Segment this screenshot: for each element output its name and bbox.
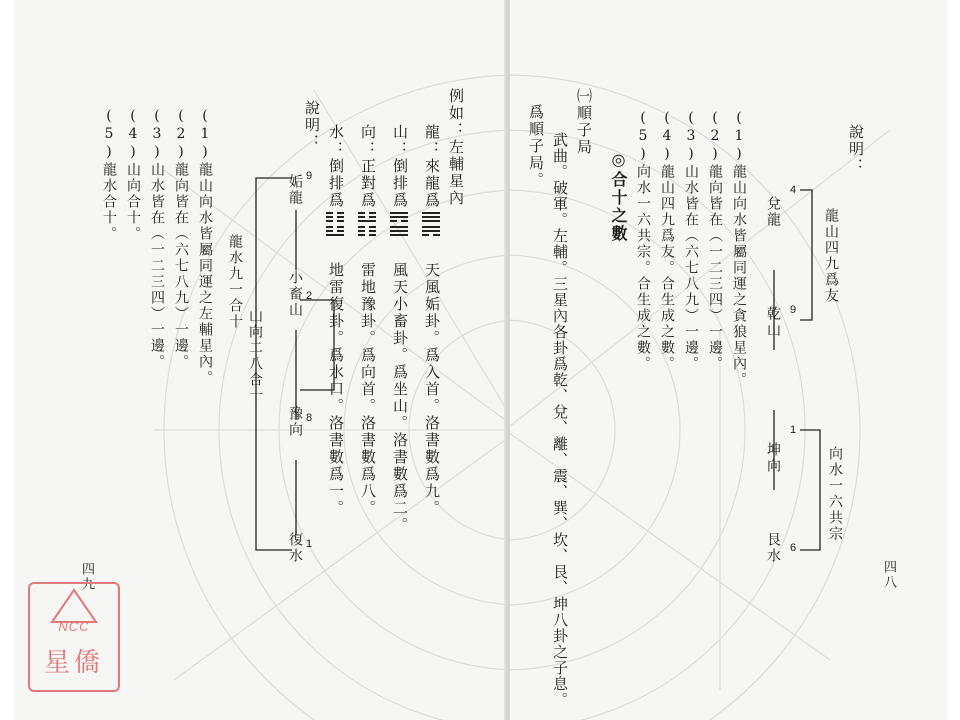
note-5-right: (5)向水一六共宗。合生成之數。 bbox=[635, 110, 651, 372]
diagram-num-9-right: 9 bbox=[790, 304, 797, 316]
line-mountain-desc: 風天小畜卦。爲坐山。洛書數爲二。 bbox=[391, 262, 409, 534]
line-water-label: 水：倒排爲 bbox=[327, 124, 345, 209]
note-2-left: (2)龍向皆在（六七八九）一邊。 bbox=[173, 108, 189, 370]
node-gou-dragon: 姤龍 bbox=[287, 174, 303, 206]
line-mountain-label: 山：倒排爲 bbox=[391, 124, 409, 209]
group-dragon-mountain: 龍山四九爲友 bbox=[823, 208, 839, 304]
sum-mountain-facing: 山向二八合十 bbox=[247, 308, 263, 404]
node-dui-dragon: 兌龍 bbox=[765, 196, 781, 228]
explain-label-left: 說明： bbox=[303, 100, 321, 151]
body-paragraph-2: 爲順子局。 bbox=[527, 104, 545, 189]
note-1-left: (1)龍山向水皆屬同運之左輔星內。 bbox=[197, 108, 213, 386]
line-dragon-desc: 天風姤卦。爲入首。洛書數爲九。 bbox=[423, 262, 441, 517]
line-facing-label: 向：正對爲 bbox=[359, 124, 377, 209]
line-water-desc: 地雷復卦。爲水口。洛書數爲一。 bbox=[327, 262, 345, 517]
diagram-num-9: 9 bbox=[306, 170, 313, 182]
note-1-right: (1)龍山向水皆屬同運之貪狼星內。 bbox=[731, 110, 747, 388]
node-fu-water: 復水 bbox=[287, 532, 303, 564]
hexagram-xiaoxu bbox=[390, 212, 408, 236]
diagram-num-1-right: 1 bbox=[790, 424, 797, 436]
note-2-right: (2)龍向皆在（一二三四）一邊。 bbox=[707, 110, 723, 372]
stamp-brand-text: NCC bbox=[58, 619, 90, 634]
line-dragon-label: 龍：來龍爲 bbox=[423, 124, 441, 209]
subsection-heading: ㈠順子局 bbox=[575, 88, 593, 156]
note-3-right: (3)山水皆在（六七八九）一邊。 bbox=[683, 110, 699, 372]
body-paragraph-1: 武曲。破軍。左輔。三星內各卦爲乾、兌、離、震、巽、坎、艮、坤八卦之子息。 bbox=[551, 132, 569, 708]
explain-label-right: 說明： bbox=[847, 124, 865, 175]
sum-dragon-water: 龍水九一合十 bbox=[227, 234, 243, 330]
line-facing-desc: 雷地豫卦。爲向首。洛書數爲八。 bbox=[359, 262, 377, 517]
note-5-left: (5)龍水合十。 bbox=[101, 108, 117, 242]
node-yu-facing: 豫向 bbox=[287, 406, 303, 438]
right-page bbox=[510, 0, 948, 720]
stamp-name-text: 星僑 bbox=[43, 648, 104, 678]
note-4-left: (4)山向合十。 bbox=[125, 108, 141, 242]
diagram-num-4: 4 bbox=[790, 184, 797, 196]
diagram-num-8: 8 bbox=[306, 412, 313, 424]
diagram-num-6: 6 bbox=[790, 542, 797, 554]
node-xiaoxu-mountain: 小畜山 bbox=[287, 270, 303, 318]
diagram-num-1: 1 bbox=[306, 538, 313, 550]
node-kun-facing: 坤向 bbox=[765, 442, 781, 474]
section-title: ◎合十之數 bbox=[609, 150, 628, 243]
example-heading: 例如：左輔星內 bbox=[447, 88, 465, 207]
right-diagram-lines bbox=[750, 180, 870, 580]
page-number-right: 四八 bbox=[881, 560, 896, 590]
note-3-left: (3)山水皆在（一二三四）一邊。 bbox=[149, 108, 165, 370]
node-qian-mountain: 乾山 bbox=[765, 306, 781, 338]
ncc-stamp-logo bbox=[28, 582, 120, 692]
node-gen-water: 艮水 bbox=[765, 532, 781, 564]
hexagram-gou bbox=[422, 212, 440, 236]
page-number-left: 四九 bbox=[79, 562, 94, 592]
group-facing-water: 向水一六共宗 bbox=[827, 446, 843, 542]
hexagram-yu bbox=[358, 212, 376, 236]
note-4-right: (4)龍山四九爲友。合生成之數。 bbox=[659, 110, 675, 372]
diagram-num-2: 2 bbox=[306, 290, 313, 302]
